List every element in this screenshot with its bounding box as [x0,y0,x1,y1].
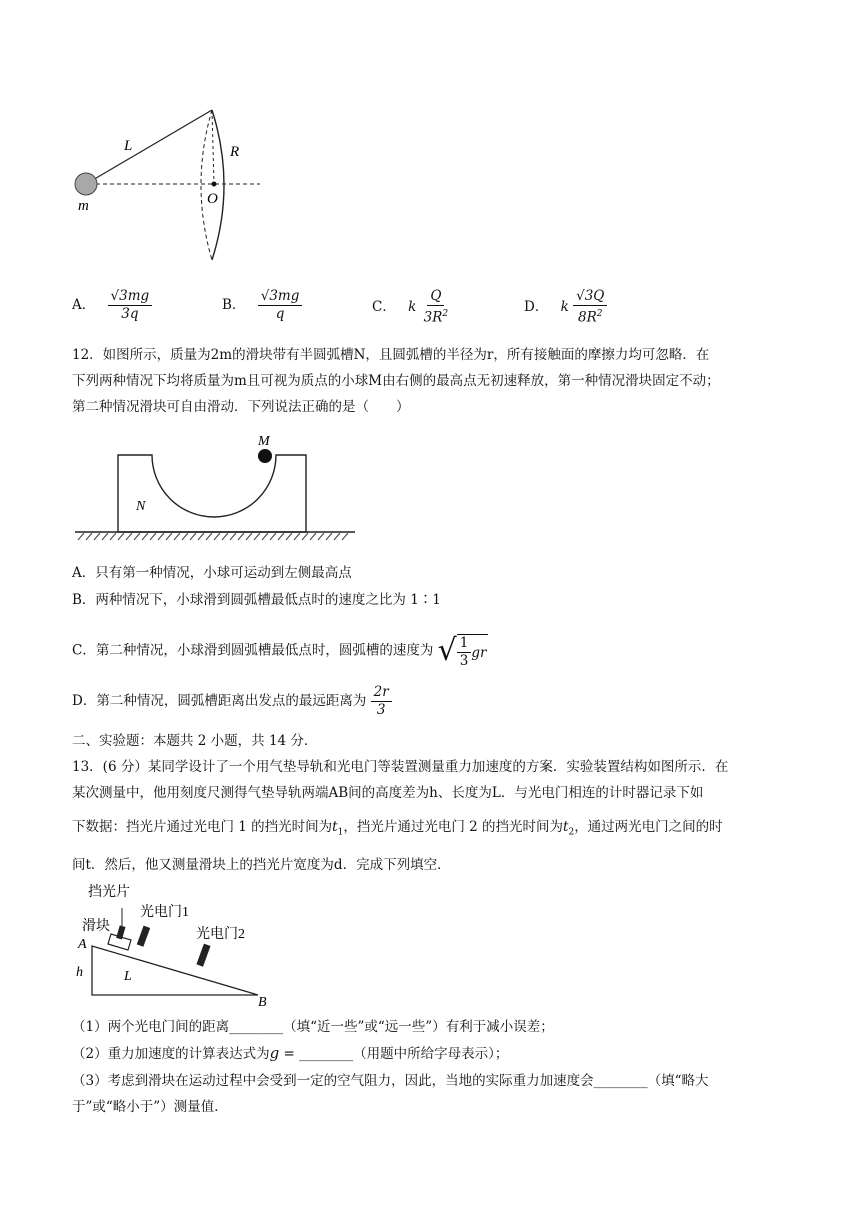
q12-stem-line2: 下列两种情况下均将质量为m且可视为质点的小球M由右侧的最高点无初速释放，第一种情况滑块固定不动； [72,373,720,389]
q11-option-c [372,288,451,327]
fraction-numerator: 2r [371,684,392,702]
q12-stem-line3: 第二种情况滑块可自由滑动．下列说法正确的是（ ） [72,399,410,415]
option-c-fraction [457,635,472,670]
fraction-numerator: Q [427,288,444,306]
label-M: M [258,434,270,449]
q13-sub3-line1: （3）考虑到滑块在运动过程中会受到一定的空气阻力，因此，当地的实际重力加速度会________（填“略大 [72,1073,709,1089]
q12-option-a: A．只有第一种情况，小球可运动到左侧最高点 [72,565,352,581]
option-fraction: $\frac{√3mg}{q}$ [258,288,303,323]
q13-figure [70,878,290,1008]
fraction-denominator: q [275,306,285,322]
label-R: R [230,144,240,160]
ball-M [258,449,272,463]
label-A: A [78,937,87,952]
label-m: m [78,198,89,214]
center-point [212,182,217,187]
option-letter: D． [524,298,549,315]
q13-line3-a: 下数据：挡光片通过光电门 1 的挡光时间为 [72,819,333,835]
q13-sub1: （1）两个光电门间的距离________（填“近一些”或“远一些”）有利于减小误差； [72,1019,554,1035]
label-gate2: 光电门2 [196,927,245,942]
radius-dashed-line [212,110,214,184]
q13-line3-b: ，挡光片通过光电门 2 的挡光时间为 [343,819,564,835]
q13-sub3-line2: 于”或“略小于”）测量值． [72,1099,228,1115]
t2-symbol: t [563,819,569,835]
option-k: k [560,298,569,315]
q12-option-c: C．第二种情况，小球滑到圆弧槽最低点时，圆弧槽的速度为 √ $\frac{1}{3}$ gr [72,633,487,669]
option-fraction: $\frac{√3mg}{3q}$ [108,288,153,323]
fraction-exponent: 2 [596,309,603,319]
g-symbol: g [269,1044,280,1062]
label-dangguangpian: 挡光片 [88,885,130,900]
ring-back-arc [201,110,212,260]
fraction-denominator: 3 [459,653,469,669]
t1-symbol: t [332,819,338,835]
t1-subscript: 1 [337,827,344,838]
q13-sub2-a: （2）重力加速度的计算表达式为 [72,1046,270,1062]
ground-hatching [78,533,348,540]
option-d-text: D．第二种情况，圆弧槽距离出发点的最远距离为 [72,693,367,709]
photogate-2 [196,944,210,967]
label-N: N [136,499,146,514]
q13-line2: 某次测量中，他用刻度尺测得气垫导轨两端AB间的高度差为h、长度为L．与光电门相连的计时器记录下如 [72,785,704,801]
rope-line [86,110,212,184]
photogate-1 [137,926,150,947]
fraction-denominator: 8R [578,309,597,326]
fraction-denominator: 3 [376,702,386,718]
option-d-fraction [371,684,392,719]
q12-stem-line1: 12．如图所示，质量为2m的滑块带有半圆弧槽N，且圆弧槽的半径为r，所有接触面的摩擦力均可忽略．在 [72,347,710,363]
option-fraction [421,288,452,327]
q13-line3 [72,818,723,842]
option-c-text: C．第二种情况，小球滑到圆弧槽最低点时，圆弧槽的速度为 [72,642,434,659]
fraction-denominator: 3R [423,309,443,326]
ball-m [75,173,97,195]
q13-sub2-b: = ________（用题中所给字母表示）； [279,1046,509,1062]
option-letter: A． [72,297,96,313]
fraction-numerator: 3Q [584,288,605,304]
label-O: O [207,191,218,207]
label-gate1: 光电门1 [140,905,189,920]
fraction-numerator: 3mg [269,288,300,304]
option-letter: B． [222,297,246,313]
fraction-denominator: 3q [121,306,139,322]
q13-line1: 13．(6 分）某同学设计了一个用气垫导轨和光电门等装置测量重力加速度的方案．实验装置结构如图所示．在 [72,759,729,775]
fraction-numerator: 1 [457,635,472,653]
section2-heading: 二、实验题：本题共 2 小题，共 14 分． [72,733,318,749]
q11-option-b [222,288,302,323]
q13-line3-c: ，通过两光电门之间的时 [574,819,723,835]
label-L: L [124,138,133,154]
label-B: B [258,995,267,1008]
q11-option-a [72,288,152,323]
option-fraction: $\frac{√3Q}{8R^2}$ [573,288,607,327]
q11-figure [60,100,280,270]
q12-option-b: B．两种情况下，小球滑到圆弧槽最低点时的速度之比为 1∶1 [72,592,441,608]
q13-line4: 间t．然后，他又测量滑块上的挡光片宽度为d．完成下列填空． [72,857,451,873]
slider-block [118,455,306,532]
label-huakuai: 滑块 [82,919,110,934]
q13-sub2 [72,1044,508,1063]
incline-triangle [92,946,258,995]
t2-subscript: 2 [568,827,575,838]
fraction-numerator: 3mg [119,288,150,304]
q12-option-d [72,684,392,719]
option-c-tail: gr [471,644,487,661]
q12-figure [70,430,360,550]
option-k: k [408,298,417,315]
option-letter: C． [372,298,396,315]
label-h: h [76,965,83,980]
label-L: L [124,969,132,984]
fraction-exponent: 2 [442,309,449,319]
q11-option-d [524,288,607,327]
